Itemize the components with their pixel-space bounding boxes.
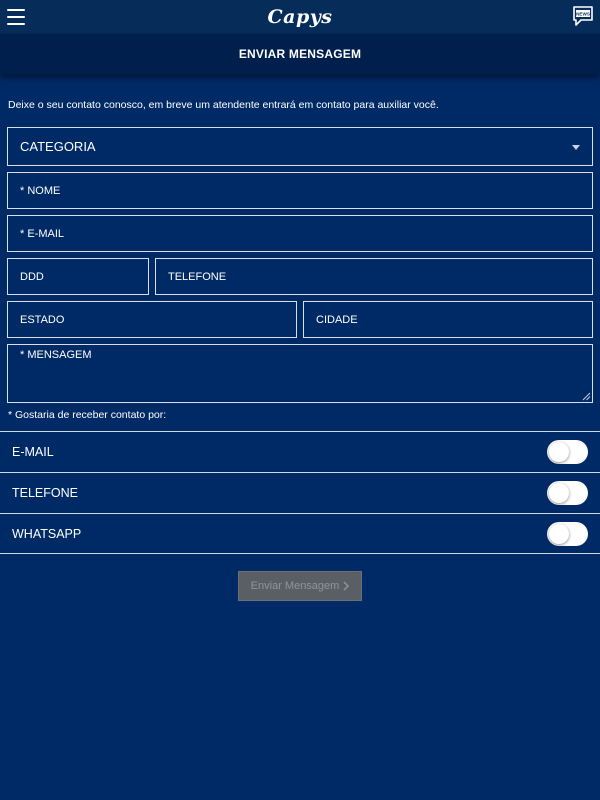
category-select[interactable] [7, 127, 593, 166]
send-message-button[interactable] [238, 571, 362, 601]
chevron-right-icon [343, 581, 349, 591]
category-select-label: CATEGORIA [20, 139, 96, 154]
contact-option-whatsapp [0, 513, 600, 554]
message-field[interactable] [7, 344, 593, 403]
state-field-placeholder: ESTADO [20, 313, 65, 326]
city-field-placeholder: CIDADE [316, 313, 358, 326]
intro-text: Deixe o seu contato conosco, em breve um atendente entrará em contato para auxiliar você. [8, 99, 439, 111]
city-field[interactable] [303, 301, 593, 338]
toggle-knob [549, 442, 569, 462]
resize-grip-icon[interactable] [582, 392, 591, 401]
contact-option-label: WHATSAPP [12, 526, 82, 541]
name-field[interactable] [7, 172, 593, 209]
whatsapp-toggle[interactable] [547, 522, 588, 546]
email-field[interactable] [7, 215, 593, 252]
hamburger-menu-icon[interactable] [7, 9, 25, 25]
contact-preference-label: * Gostaria de receber contato por: [8, 409, 167, 421]
page-title-bar [0, 34, 600, 74]
state-field[interactable] [7, 301, 297, 338]
email-toggle[interactable] [547, 440, 588, 464]
contact-option-label: TELEFONE [12, 486, 78, 500]
dropdown-caret-icon [572, 145, 580, 150]
contact-option-phone [0, 472, 600, 513]
page-title: ENVIAR MENSAGEM [238, 47, 362, 61]
ddd-field[interactable] [7, 258, 149, 295]
toggle-knob [549, 524, 569, 544]
toggle-knob [549, 483, 569, 503]
contact-option-email [0, 431, 600, 472]
message-field-placeholder: * MENSAGEM [20, 349, 92, 361]
phone-field-placeholder: TELEFONE [168, 270, 227, 283]
name-field-placeholder: * NOME [20, 184, 61, 197]
send-message-button-label: Enviar Mensagem [250, 580, 340, 592]
news-icon-text: NEWS [576, 11, 590, 17]
app-logo: Capys [267, 6, 333, 28]
news-chat-icon[interactable] [572, 5, 594, 27]
ddd-field-placeholder: DDD [20, 270, 44, 283]
phone-toggle[interactable] [547, 481, 588, 505]
phone-field[interactable] [155, 258, 593, 295]
email-field-placeholder: * E-MAIL [20, 227, 65, 240]
app-top-bar [0, 0, 600, 34]
contact-option-label: E-MAIL [12, 445, 54, 459]
